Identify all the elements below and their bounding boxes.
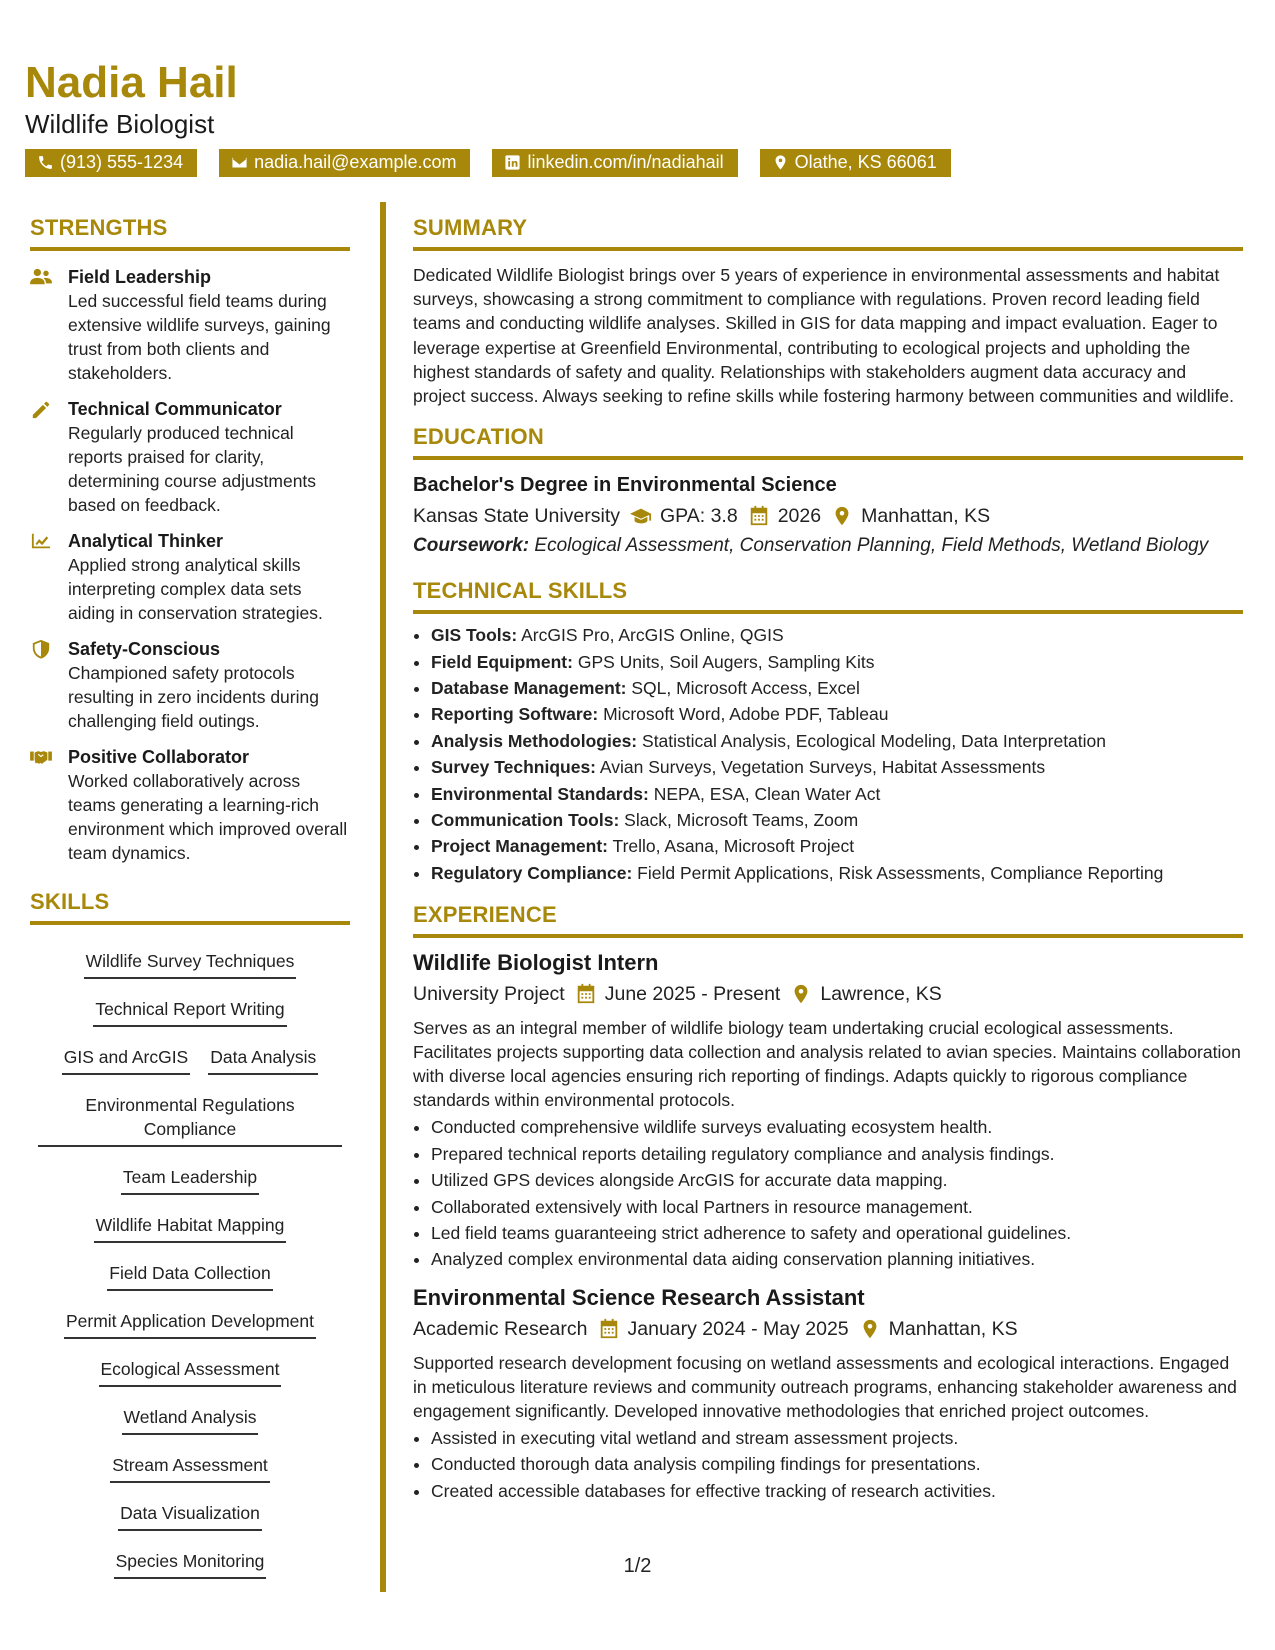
skill-tag: Wildlife Habitat Mapping xyxy=(94,1209,287,1243)
contact-phone-text: (913) 555-1234 xyxy=(60,152,184,173)
job-org: Academic Research xyxy=(413,1317,588,1340)
strength-item xyxy=(30,637,350,733)
tech-skill-label: GIS Tools: xyxy=(431,625,518,646)
skills-section xyxy=(30,889,350,1579)
right-column xyxy=(413,215,1243,1504)
list-item xyxy=(431,675,1243,701)
list-item: • Led field teams guaranteeing strict adherence to safety and operational guidelines. xyxy=(431,1220,1243,1246)
strength-item xyxy=(30,529,350,625)
tech-skill-label: Environmental Standards: xyxy=(431,783,649,804)
tech-skill-label: Reporting Software: xyxy=(431,704,599,725)
school-name: Kansas State University xyxy=(413,505,621,528)
contact-email-text: nadia.hail@example.com xyxy=(254,152,457,173)
list-item: • Prepared technical reports detailing regulatory compliance and analysis findings. xyxy=(431,1141,1243,1167)
tech-skill-value: GPS Units, Soil Augers, Sampling Kits xyxy=(577,651,875,672)
tech-skill-value: Avian Surveys, Vegetation Surveys, Habitat Assessments xyxy=(599,757,1046,778)
experience-section xyxy=(413,902,1243,1504)
contact-linkedin-text: linkedin.com/in/nadiahail xyxy=(527,152,724,173)
job-bullets xyxy=(413,1425,1243,1504)
job-dates: June 2025 - Present xyxy=(604,983,781,1006)
skill-tag: Technical Report Writing xyxy=(93,993,286,1027)
list-item: • Utilized GPS devices alongside ArcGIS for accurate data mapping. xyxy=(431,1167,1243,1193)
strength-title: Field Leadership xyxy=(68,267,212,287)
list-item: • Analyzed complex environmental data aiding conservation planning initiatives. xyxy=(431,1246,1243,1272)
shield-icon xyxy=(30,639,52,659)
strength-item xyxy=(30,745,350,865)
summary-heading: SUMMARY xyxy=(413,215,1243,251)
tech-skill-label: Analysis Methodologies: xyxy=(431,730,638,751)
list-item xyxy=(431,860,1243,886)
strength-desc: Regularly produced technical reports praised for clarity, determining course adjustments based on feedback. xyxy=(68,423,317,515)
skill-tag: Data Analysis xyxy=(208,1041,318,1075)
tech-skill-label: Project Management: xyxy=(431,836,608,857)
coursework xyxy=(413,534,1243,558)
strength-title: Positive Collaborator xyxy=(68,747,250,767)
education-heading: EDUCATION xyxy=(413,424,1243,460)
left-column xyxy=(30,215,350,1579)
job-meta xyxy=(413,980,1243,1008)
contact-bar xyxy=(25,149,1250,177)
skill-tag: Stream Assessment xyxy=(110,1449,270,1483)
list-item xyxy=(431,728,1243,754)
resume-header xyxy=(25,60,1250,177)
skills-heading: SKILLS xyxy=(30,889,350,925)
strength-desc: Led successful field teams during extensive wildlife surveys, gaining trust from both clients and stakeholders. xyxy=(68,291,331,383)
technical-skills-heading: TECHNICAL SKILLS xyxy=(413,578,1243,614)
technical-skills-section xyxy=(413,578,1243,886)
skill-tag: Permit Application Development xyxy=(64,1305,316,1339)
job-dates: January 2024 - May 2025 xyxy=(627,1317,849,1340)
list-item xyxy=(431,701,1243,727)
contact-location-text: Olathe, KS 66061 xyxy=(794,152,937,173)
strength-title: Analytical Thinker xyxy=(68,531,224,551)
list-item xyxy=(431,833,1243,859)
location-pin-icon xyxy=(831,505,853,527)
skill-tag: Data Visualization xyxy=(118,1497,262,1531)
tech-skill-label: Regulatory Compliance: xyxy=(431,862,633,883)
tech-skill-value: Field Permit Applications, Risk Assessments, Compliance Reporting xyxy=(637,862,1164,883)
tech-skill-label: Survey Techniques: xyxy=(431,757,597,778)
job-title: Wildlife Biologist Intern xyxy=(413,950,659,976)
experience-entry xyxy=(413,1285,1243,1504)
list-item xyxy=(431,781,1243,807)
skill-tag: Environmental Regulations Compliance xyxy=(38,1089,342,1147)
candidate-name: Nadia Hail xyxy=(25,58,238,107)
pencil-icon xyxy=(30,399,52,419)
graduation-cap-icon xyxy=(630,505,652,527)
job-bullets xyxy=(413,1114,1243,1272)
skill-tag: Field Data Collection xyxy=(107,1257,272,1291)
education-meta xyxy=(413,502,1243,530)
list-item: • Conducted thorough data analysis compiling findings for presentations. xyxy=(431,1451,1243,1477)
location-pin-icon xyxy=(790,983,812,1005)
tech-skill-value: Slack, Microsoft Teams, Zoom xyxy=(624,810,859,831)
contact-email[interactable] xyxy=(219,149,470,177)
tech-skill-value: SQL, Microsoft Access, Excel xyxy=(631,678,860,699)
skill-tag: Team Leadership xyxy=(121,1161,259,1195)
list-item: • Created accessible databases for effective tracking of research activities. xyxy=(431,1478,1243,1504)
strength-item xyxy=(30,265,350,385)
strength-title: Safety-Conscious xyxy=(68,639,221,659)
chart-line-icon xyxy=(30,531,52,551)
tech-skill-value: NEPA, ESA, Clean Water Act xyxy=(653,783,881,804)
tech-skill-value: Trello, Asana, Microsoft Project xyxy=(612,836,855,857)
job-org: University Project xyxy=(413,983,565,1006)
calendar-icon xyxy=(575,983,597,1005)
contact-linkedin[interactable] xyxy=(492,149,737,177)
strength-item xyxy=(30,397,350,517)
experience-heading: EXPERIENCE xyxy=(413,902,1243,938)
tech-skill-value: Statistical Analysis, Ecological Modeling, Data Interpretation xyxy=(642,730,1107,751)
strength-desc: Worked collaboratively across teams generating a learning-rich environment which improved overall team dynamics. xyxy=(68,771,348,863)
graduation-year: 2026 xyxy=(777,505,822,528)
degree-title: Bachelor's Degree in Environmental Science xyxy=(413,474,837,497)
job-description: Serves as an integral member of wildlife biology team undertaking crucial ecological assessments. Facilitates projects supporting data collection and analysis related to avian species. Maintains collaboration with diverse local agencies ensuring rich reporting of findings. Adapts quickly to rigorous compliance standards within environmental protocols. xyxy=(413,1018,1241,1111)
list-item: • Conducted comprehensive wildlife surveys evaluating ecosystem health. xyxy=(431,1114,1243,1140)
tech-skill-label: Database Management: xyxy=(431,678,627,699)
page-number: 1/2 xyxy=(623,1555,652,1577)
users-icon xyxy=(30,267,52,287)
strengths-section xyxy=(30,215,350,865)
skill-tag: Wildlife Survey Techniques xyxy=(84,945,297,979)
education-section xyxy=(413,424,1243,558)
summary-text: Dedicated Wildlife Biologist brings over 5 years of experience in environmental assessments and habitat surveys, showcasing a strong commitment to compliance with regulations. Proven record leading field teams and conducting wildlife analyses. Skilled in GIS for data mapping and impact evaluation. Eager to leverage expertise at Greenfield Environmental, contributing to ecological projects and upholding the highest standards of safety and quality. Relationships with stakeholders augment data accuracy and project success. Always seeking to refine skills while fostering harmony between communities and wildlife. xyxy=(413,265,1234,407)
contact-phone[interactable] xyxy=(25,149,197,177)
skill-tag: GIS and ArcGIS xyxy=(62,1041,191,1075)
skill-tag: Wetland Analysis xyxy=(122,1401,259,1435)
list-item xyxy=(431,649,1243,675)
calendar-icon xyxy=(598,1318,620,1340)
phone-icon xyxy=(37,154,54,171)
envelope-icon xyxy=(231,154,248,171)
linkedin-icon xyxy=(504,154,521,171)
location-pin-icon xyxy=(772,154,789,171)
list-item xyxy=(431,622,1243,648)
tech-skill-label: Field Equipment: xyxy=(431,651,573,672)
contact-location xyxy=(760,149,951,177)
job-title: Wildlife Biologist xyxy=(25,109,215,140)
summary-section xyxy=(413,215,1243,408)
coursework-list: Ecological Assessment, Conservation Planning, Field Methods, Wetland Biology xyxy=(534,535,1209,557)
experience-entry xyxy=(413,950,1243,1272)
list-item xyxy=(431,754,1243,780)
strengths-heading: STRENGTHS xyxy=(30,215,350,251)
column-divider xyxy=(380,202,386,1592)
location-pin-icon xyxy=(859,1318,881,1340)
gpa: GPA: 3.8 xyxy=(660,505,738,528)
strength-desc: Championed safety protocols resulting in zero incidents during challenging field outings. xyxy=(68,663,319,731)
strength-title: Technical Communicator xyxy=(68,399,282,419)
skills-list xyxy=(30,931,350,1579)
tech-skill-label: Communication Tools: xyxy=(431,810,620,831)
list-item: • Collaborated extensively with local Partners in resource management. xyxy=(431,1194,1243,1220)
coursework-label: Coursework: xyxy=(413,535,530,557)
strength-desc: Applied strong analytical skills interpreting complex data sets aiding in conservation strategies. xyxy=(68,555,323,623)
handshake-icon xyxy=(30,747,52,767)
job-location: Manhattan, KS xyxy=(888,1317,1018,1340)
tech-skill-value: Microsoft Word, Adobe PDF, Tableau xyxy=(603,704,889,725)
job-meta xyxy=(413,1315,1243,1343)
list-item: • Assisted in executing vital wetland and stream assessment projects. xyxy=(431,1425,1243,1451)
list-item xyxy=(431,807,1243,833)
tech-skill-value: ArcGIS Pro, ArcGIS Online, QGIS xyxy=(521,625,784,646)
job-title: Environmental Science Research Assistant xyxy=(413,1284,865,1310)
skill-tag: Ecological Assessment xyxy=(99,1353,282,1387)
school-location: Manhattan, KS xyxy=(861,505,991,528)
technical-skills-list xyxy=(413,622,1243,886)
skill-tag: Species Monitoring xyxy=(114,1545,267,1579)
job-description: Supported research development focusing on wetland assessments and ecological interactions. Engaged in meticulous literature reviews and community outreach programs, enhancing stakeholder awareness and engagement significantly. Developed innovative methodologies that enriched project outcomes. xyxy=(413,1352,1237,1421)
calendar-icon xyxy=(748,505,770,527)
job-location: Lawrence, KS xyxy=(820,983,942,1006)
